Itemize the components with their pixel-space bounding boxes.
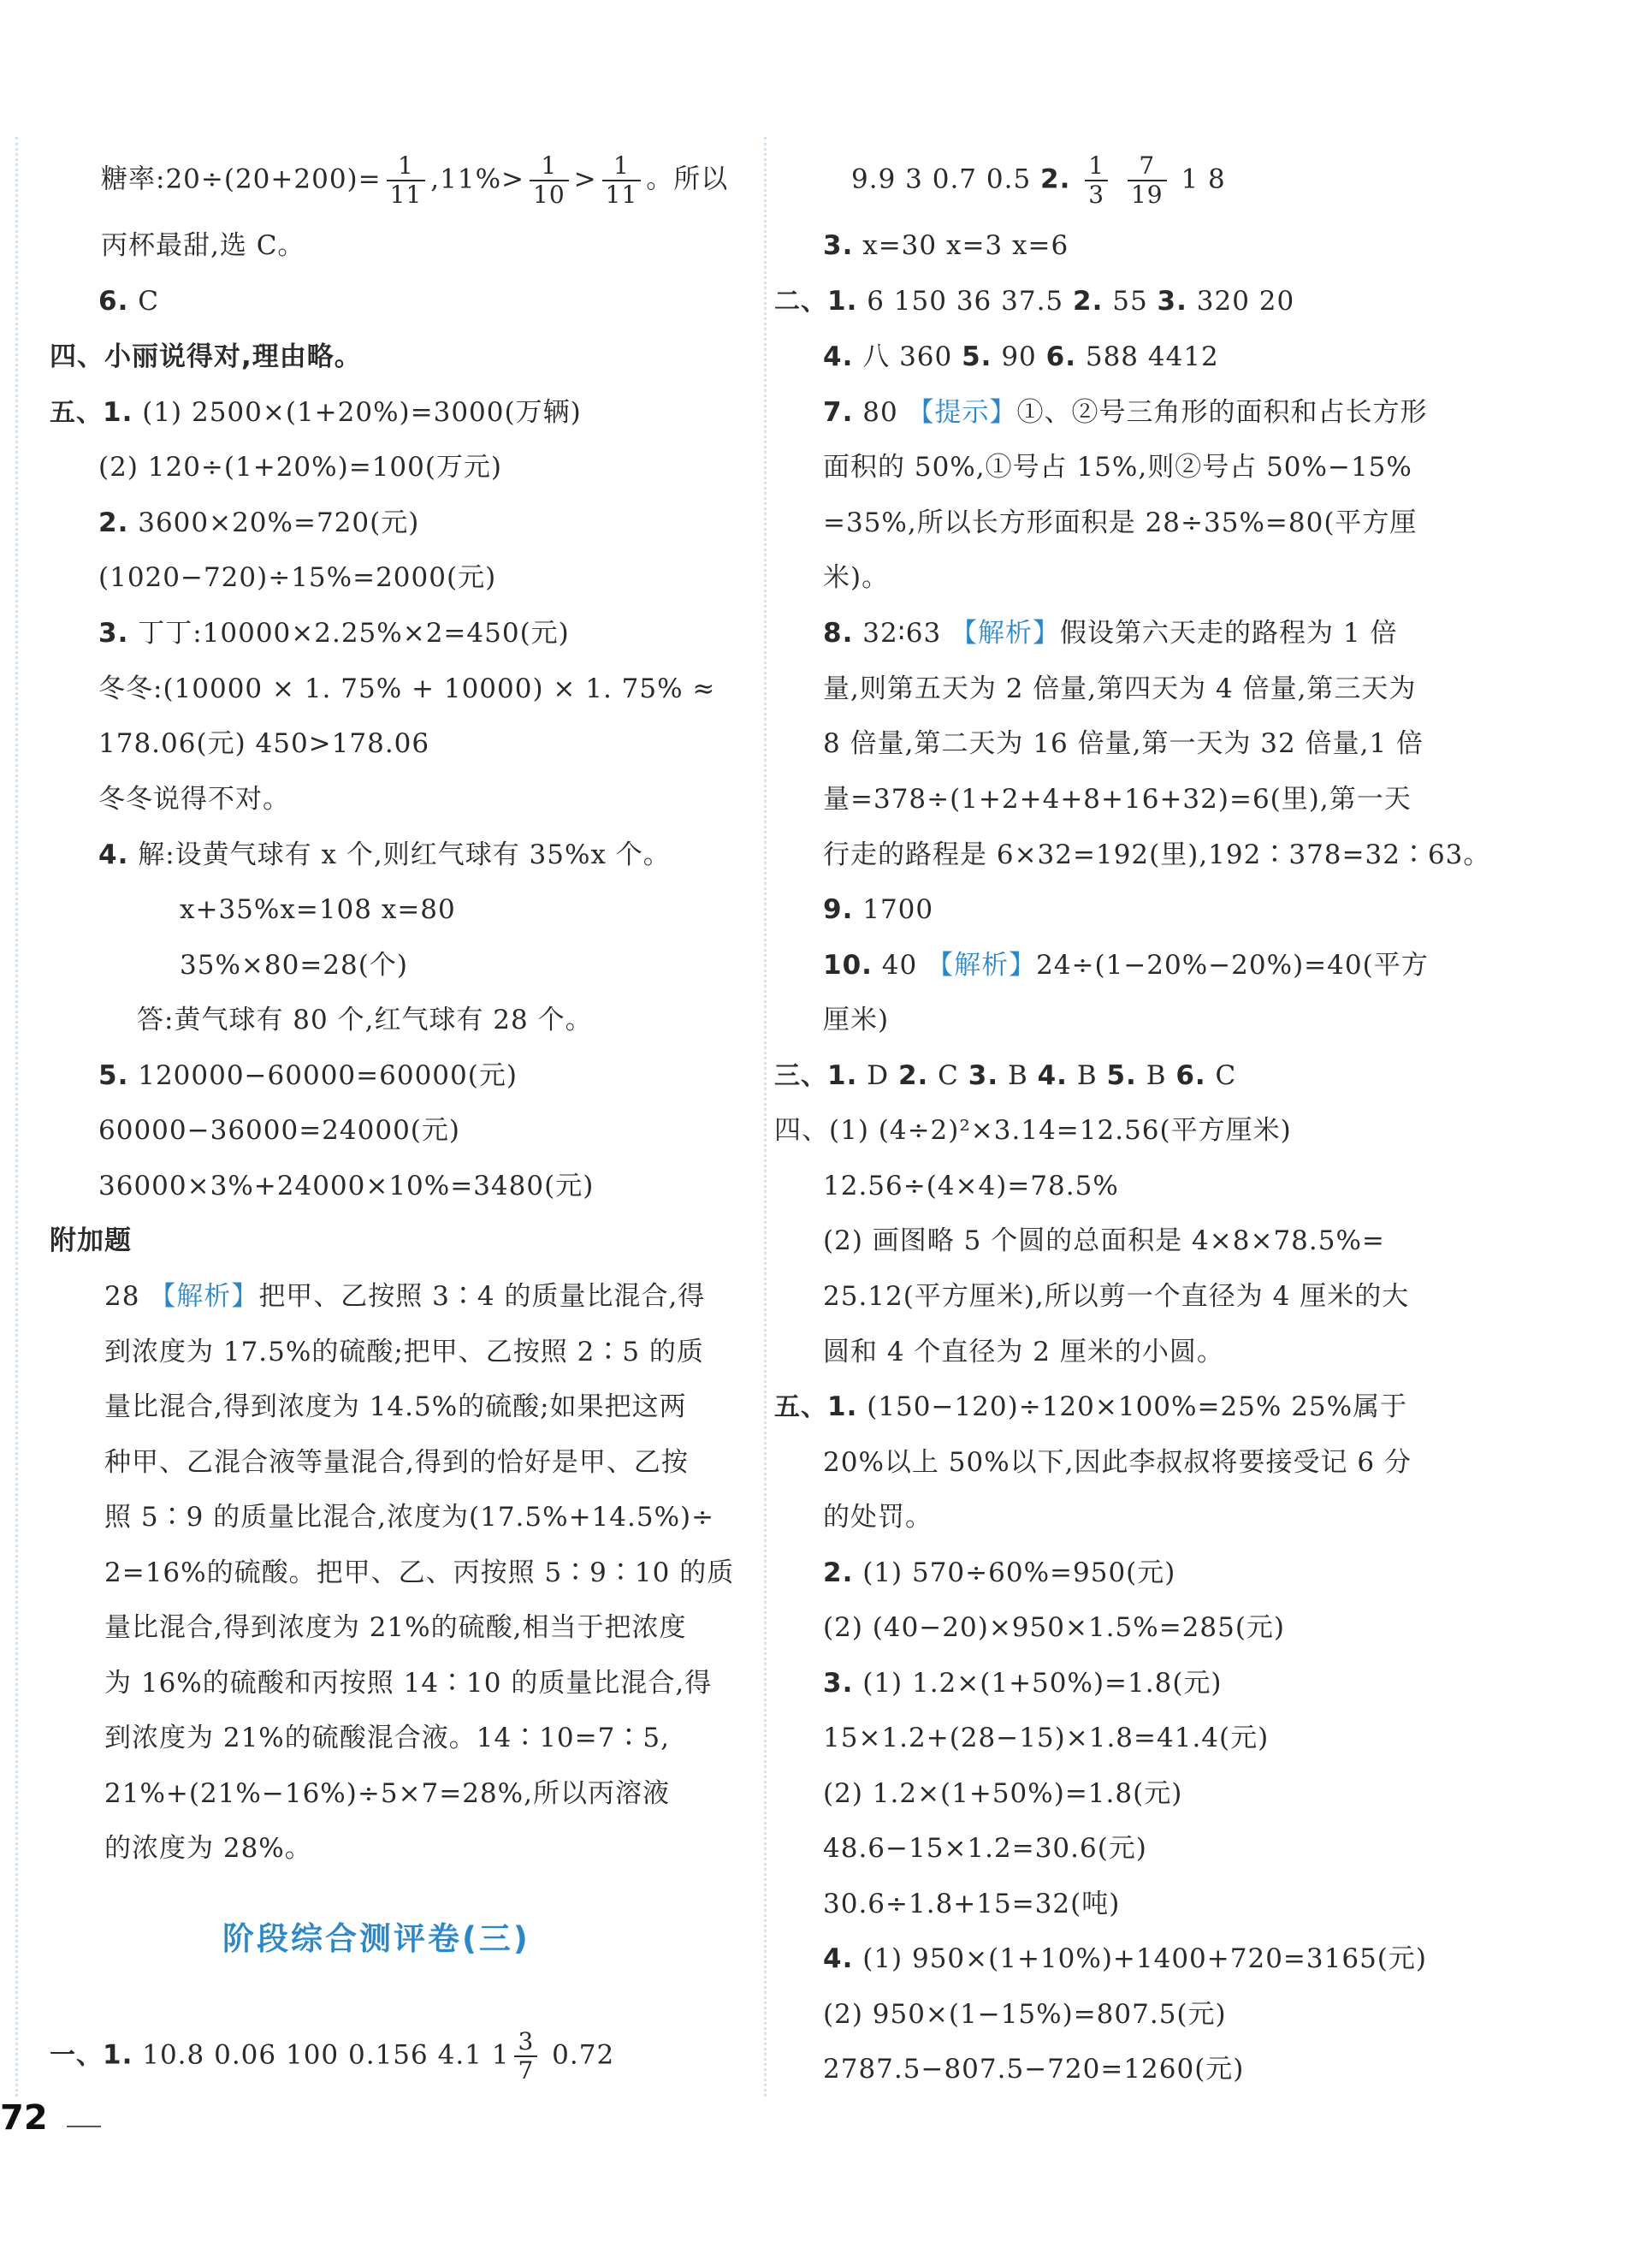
answer-item: 3. (1) 1.2×(1+50%)=1.8(元) [823, 1668, 1223, 1699]
answer-item: 4. (1) 950×(1+10%)+1400+720=3165(元) [823, 1943, 1427, 1974]
text-line: 的处罚。 [823, 1502, 933, 1533]
text-line: 量,则第五天为 2 倍量,第四天为 4 倍量,第三天为 [823, 673, 1417, 704]
text-line: 36000×3%+24000×10%=3480(元) [98, 1171, 595, 1201]
fraction: $\frac{1}{3}$ [1085, 152, 1108, 209]
text-line: 丙杯最甜,选 C。 [101, 230, 305, 261]
text-line: =35%,所以长方形面积是 28÷35%=80(平方厘 [823, 507, 1418, 538]
section-two-row-2: 4. 八 360 5. 90 6. 588 4412 [823, 341, 1219, 372]
text-line: 到浓度为 21%的硫酸混合液。14∶10=7∶5, [104, 1723, 670, 1753]
text-line: 量比混合,得到浓度为 14.5%的硫酸;如果把这两 [104, 1391, 687, 1422]
answer-item: 4. 解:设黄气球有 x 个,则红气球有 35%x 个。 [98, 839, 671, 870]
answer-item: 9. 1700 [823, 894, 934, 925]
page-number-rule [67, 2126, 101, 2127]
text-line: (2) 950×(1−15%)=807.5(元) [823, 1999, 1227, 2030]
text-line: 12.56÷(4×4)=78.5% [823, 1171, 1119, 1201]
section-one-item-1: 一、1. 10.8 0.06 100 0.156 4.1 1 $\frac{3}{7}$ 0.72 [50, 2027, 615, 2085]
text-line: (2) 120÷(1+20%)=100(万元) [98, 452, 503, 483]
text-line: 面积的 50%,①号占 15%,则②号占 50%−15% [823, 452, 1412, 483]
column-divider [764, 137, 767, 2097]
answer-item: 10. 40 【解析】24÷(1−20%−20%)=40(平方 [823, 950, 1429, 981]
hint-tag: 【提示】 [907, 397, 1017, 428]
analysis-tag: 【解析】 [149, 1281, 259, 1312]
text-line: 2787.5−807.5−720=1260(元) [823, 2054, 1245, 2085]
text-line: 为 16%的硫酸和丙按照 14∶10 的质量比混合,得 [104, 1668, 713, 1699]
text-line: 178.06(元) 450>178.06 [98, 728, 430, 759]
text-line: 8 倍量,第二天为 16 倍量,第一天为 32 倍量,1 倍 [823, 728, 1424, 759]
text-line: 25.12(平方厘米),所以剪一个直径为 4 厘米的大 [823, 1281, 1410, 1312]
text-line: 48.6−15×1.2=30.6(元) [823, 1833, 1147, 1864]
text-line: (2) 1.2×(1+50%)=1.8(元) [823, 1778, 1183, 1809]
left-margin-rule [15, 137, 18, 2097]
answer-item: 5. 120000−60000=60000(元) [98, 1060, 518, 1091]
text-line: 60000−36000=24000(元) [98, 1115, 460, 1146]
answer-item: 2. 3600×20%=720(元) [98, 507, 420, 538]
text-line: (2) (40−20)×950×1.5%=285(元) [823, 1612, 1286, 1643]
section-four: 四、小丽说得对,理由略。 [50, 341, 362, 372]
answer-line: 答:黄气球有 80 个,红气球有 28 个。 [137, 1005, 593, 1035]
section-three: 三、1. D 2. C 3. B 4. B 5. B 6. C [774, 1060, 1237, 1091]
text-line: 圆和 4 个直径为 2 厘米的小圆。 [823, 1337, 1224, 1367]
answer-item: 6. C [98, 286, 159, 317]
fraction: $\frac{1}{11}$ [602, 152, 642, 209]
text-line: 30.6÷1.8+15=32(吨) [823, 1889, 1121, 1919]
text-line: 冬冬:(10000 × 1. 75% + 10000) × 1. 75% ≈ [98, 673, 716, 704]
answer-item: 3. x=30 x=3 x=6 [823, 230, 1069, 261]
fraction: $\frac{3}{7}$ [514, 2028, 537, 2085]
answer-item: 7. 80 【提示】①、②号三角形的面积和占长方形 [823, 397, 1428, 428]
text-line: 量=378÷(1+2+4+8+16+32)=6(里),第一天 [823, 784, 1412, 815]
line-sugar-rate: 糖率:20÷(20+200)= $\frac{1}{11}$ ,11%> $\frac{1}{10}$ > $\frac{1}{11}$ 。所以 [101, 151, 729, 209]
section-four-right: 四、(1) (4÷2)²×3.14=12.56(平方厘米) [774, 1115, 1292, 1146]
section-five-right: 五、1. (150−120)÷120×100%=25% 25%属于 [774, 1391, 1408, 1422]
equation-line: x+35%x=108 x=80 [180, 894, 456, 925]
text-line: 照 5∶9 的质量比混合,浓度为(17.5%+14.5%)÷ [104, 1502, 715, 1533]
bonus-answer: 28 【解析】把甲、乙按照 3∶4 的质量比混合,得 [104, 1281, 706, 1312]
section-five-item-1: 五、1. (1) 2500×(1+20%)=3000(万辆) [50, 397, 582, 428]
fraction: $\frac{1}{11}$ [387, 152, 426, 209]
line-decimals: 9.9 3 0.7 0.5 2. $\frac{1}{3}$ $\frac{7}{19}$ 1 8 [851, 151, 1226, 209]
answer-item: 8. 32∶63 【解析】假设第六天走的路程为 1 倍 [823, 618, 1398, 649]
text-line: 厘米) [823, 1005, 890, 1035]
fraction: $\frac{1}{10}$ [530, 152, 569, 209]
text-line: 量比混合,得到浓度为 21%的硫酸,相当于把浓度 [104, 1612, 687, 1643]
text-line: (2) 画图略 5 个圆的总面积是 4×8×78.5%= [823, 1225, 1385, 1256]
section-two-row-1: 二、1. 6 150 36 37.5 2. 55 3. 320 20 [774, 286, 1295, 317]
answer-item: 3. 丁丁:10000×2.25%×2=450(元) [98, 618, 570, 649]
analysis-tag: 【解析】 [950, 618, 1061, 649]
text-line: 行走的路程是 6×32=192(里),192∶378=32∶63。 [823, 839, 1491, 870]
analysis-tag: 【解析】 [927, 950, 1037, 981]
text-line: 的浓度为 28%。 [104, 1833, 312, 1864]
text-line: 米)。 [823, 562, 890, 593]
answer-item: 2. (1) 570÷60%=950(元) [823, 1557, 1176, 1588]
equation-line: 35%×80=28(个) [180, 950, 408, 981]
bonus-heading: 附加题 [50, 1225, 132, 1256]
text-line: 20%以上 50%以下,因此李叔叔将要接受记 6 分 [823, 1447, 1412, 1478]
text-line: 种甲、乙混合液等量混合,得到的恰好是甲、乙按 [104, 1447, 689, 1478]
text-line: 21%+(21%−16%)÷5×7=28%,所以丙溶液 [104, 1778, 670, 1809]
page-number: 72 [0, 2098, 48, 2138]
section-title: 阶段综合测评卷(三) [222, 1920, 530, 1957]
text-line: 2=16%的硫酸。把甲、乙、丙按照 5∶9∶10 的质 [104, 1557, 735, 1588]
text-line: 到浓度为 17.5%的硫酸;把甲、乙按照 2∶5 的质 [104, 1337, 704, 1367]
fraction: $\frac{7}{19}$ [1128, 152, 1167, 209]
text-line: 15×1.2+(28−15)×1.8=41.4(元) [823, 1723, 1270, 1753]
text-line: (1020−720)÷15%=2000(元) [98, 562, 497, 593]
text-line: 冬冬说得不对。 [98, 784, 290, 815]
